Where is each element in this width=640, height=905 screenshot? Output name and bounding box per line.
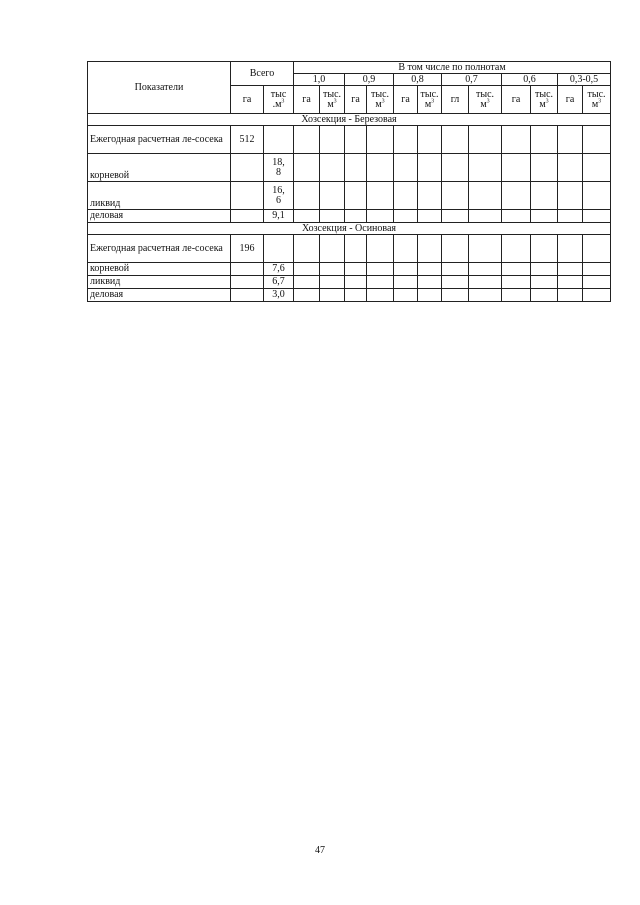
unit-vol: тыс. $м^3$ <box>320 86 345 114</box>
table-row <box>88 182 611 210</box>
total-ha-cell: 196 <box>231 235 264 263</box>
unit-ha: га <box>345 86 367 114</box>
total-vol-cell <box>264 126 294 154</box>
section-row <box>88 223 611 235</box>
header-indicator: Показатели <box>88 62 231 114</box>
row-label: корневой <box>88 154 231 182</box>
total-vol-cell: 6,7 <box>264 276 294 289</box>
table-row <box>88 263 611 276</box>
total-vol-cell: 16, 6 <box>264 182 294 210</box>
table-row <box>88 126 611 154</box>
total-ha-cell <box>231 263 264 276</box>
total-ha-cell <box>231 210 264 223</box>
unit-ha: га <box>294 86 320 114</box>
total-vol-cell: 9,1 <box>264 210 294 223</box>
row-label: деловая <box>88 289 231 302</box>
header-row-1 <box>88 62 611 74</box>
row-label: Ежегодная расчетная ле-сосека <box>88 235 231 263</box>
unit-vol: тыс. $м^3$ <box>531 86 558 114</box>
total-ha-cell <box>231 154 264 182</box>
table-row <box>88 289 611 302</box>
total-ha-cell <box>231 182 264 210</box>
table-row <box>88 210 611 223</box>
unit-ha: га <box>394 86 418 114</box>
section-title: Хозсекция - Березовая <box>88 114 611 126</box>
row-label: ликвид <box>88 276 231 289</box>
unit-vol: тыс $.м^3$ <box>264 86 294 114</box>
unit-vol: тыс. $м^3$ <box>418 86 442 114</box>
page-number: 47 <box>315 845 325 856</box>
row-label: деловая <box>88 210 231 223</box>
unit-vol: тыс. $м^3$ <box>583 86 611 114</box>
table-row <box>88 235 611 263</box>
header-density: 0,7 <box>442 74 502 86</box>
total-ha-cell <box>231 276 264 289</box>
unit-ha: га <box>231 86 264 114</box>
header-density: 0,6 <box>502 74 558 86</box>
header-density: 0,8 <box>394 74 442 86</box>
row-label: Ежегодная расчетная ле-сосека <box>88 126 231 154</box>
header-total: Всего <box>231 62 294 86</box>
total-ha-cell <box>231 289 264 302</box>
row-label: ликвид <box>88 182 231 210</box>
unit-ha: гл <box>442 86 469 114</box>
total-vol-cell: 7,6 <box>264 263 294 276</box>
header-density: 1,0 <box>294 74 345 86</box>
header-density: 0,3-0,5 <box>558 74 611 86</box>
total-ha-cell: 512 <box>231 126 264 154</box>
section-title: Хозсекция - Осиновая <box>88 223 611 235</box>
unit-ha: га <box>558 86 583 114</box>
section-row <box>88 114 611 126</box>
allowable-cut-table <box>87 61 611 302</box>
unit-vol: тыс. $м^3$ <box>469 86 502 114</box>
header-density: 0,9 <box>345 74 394 86</box>
total-vol-cell: 3,0 <box>264 289 294 302</box>
unit-ha: га <box>502 86 531 114</box>
row-label: корневой <box>88 263 231 276</box>
header-density-group: В том числе по полнотам <box>294 62 611 74</box>
total-vol-cell <box>264 235 294 263</box>
total-vol-cell: 18, 8 <box>264 154 294 182</box>
table-row <box>88 276 611 289</box>
table-row <box>88 154 611 182</box>
unit-vol: тыс. $м^3$ <box>367 86 394 114</box>
